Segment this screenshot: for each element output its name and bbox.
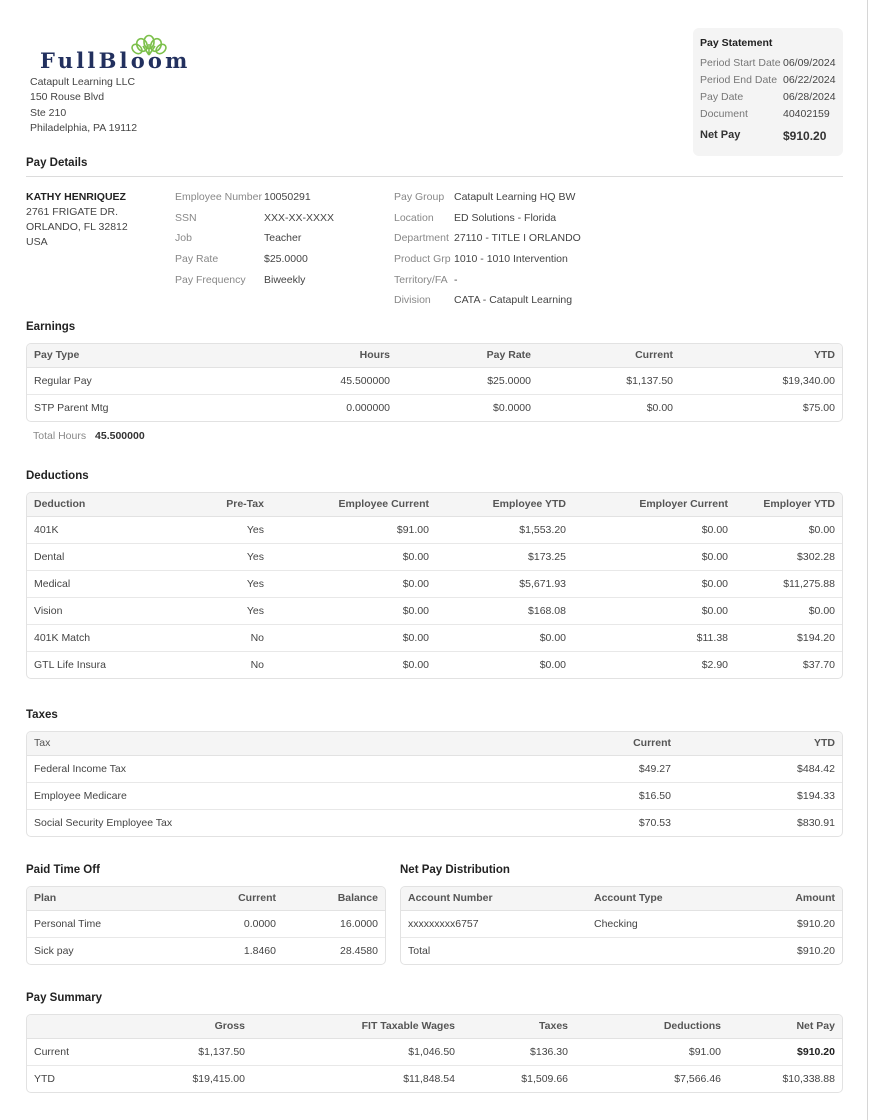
- cell-pre-tax: Yes: [167, 570, 271, 597]
- col-hours: Hours: [192, 344, 397, 367]
- cell-current: 0.0000: [177, 910, 283, 937]
- col-gross: Gross: [127, 1015, 252, 1038]
- cell-employer-ytd: $11,275.88: [735, 570, 842, 597]
- table-row: [401, 910, 842, 937]
- job-value: Teacher: [264, 232, 302, 245]
- cell-balance: 16.0000: [283, 910, 385, 937]
- pay-statement-title: Pay Statement: [700, 37, 773, 49]
- cell-employee-current: $0.00: [271, 597, 436, 624]
- cell-pay-type: Regular Pay: [27, 367, 192, 394]
- organization-info: [394, 190, 581, 314]
- cell-gross: $1,137.50: [127, 1038, 252, 1065]
- cell-deduction: Medical: [27, 570, 167, 597]
- table-row: [27, 570, 842, 597]
- deductions-header-row: [27, 493, 842, 516]
- pay-frequency-row: [175, 273, 334, 294]
- cell-current: $0.00: [646, 401, 673, 414]
- col-pre-tax: Pre-Tax: [167, 493, 271, 516]
- table-row: [27, 394, 842, 421]
- cell-ytd: $830.91: [797, 816, 835, 829]
- employee-name: KATHY HENRIQUEZ: [26, 191, 126, 203]
- col-employer-current: Employer Current: [573, 493, 735, 516]
- cell-current: $16.50: [507, 782, 678, 809]
- cell-current: 1.8460: [243, 944, 276, 957]
- cell-current: $70.53: [638, 816, 671, 829]
- cell-plan: Sick pay: [34, 944, 74, 957]
- pay-frequency-value: Biweekly: [264, 273, 306, 286]
- cell-employer-ytd: $194.20: [735, 624, 842, 651]
- cell-employer-current: $0.00: [573, 570, 735, 597]
- cell-employer-ytd: $37.70: [802, 658, 835, 671]
- document-row: [700, 106, 836, 123]
- total-hours-label: Total Hours: [33, 430, 87, 442]
- pay-rate-row: [175, 252, 334, 273]
- col-tax: Tax: [27, 732, 507, 755]
- col-plan: Plan: [27, 887, 177, 910]
- cell-employer-current: $0.00: [573, 543, 735, 570]
- col-employer-ytd: Employer YTD: [735, 493, 842, 516]
- earnings-table: [26, 343, 843, 422]
- cell-deduction: Dental: [27, 543, 167, 570]
- pto-header-row: [27, 887, 385, 910]
- col-pay-rate: Pay Rate: [397, 344, 538, 367]
- pay-group-label: Pay Group: [394, 191, 445, 203]
- cell-period: Current: [27, 1038, 127, 1065]
- cell-employer-current: $11.38: [573, 624, 735, 651]
- period-end-row: [700, 72, 836, 89]
- ssn-label: SSN: [175, 211, 197, 224]
- logo-wordmark: FullBloom: [40, 48, 191, 73]
- cell-employee-current: $0.00: [271, 624, 436, 651]
- earnings-title: Earnings: [26, 321, 76, 333]
- net-pay-row: [700, 129, 836, 143]
- ssn-row: [175, 211, 334, 232]
- cell-net-pay: $10,338.88: [782, 1072, 835, 1085]
- job-label: Job: [175, 232, 192, 245]
- cell-deductions: $7,566.46: [674, 1072, 721, 1085]
- cell-total-label: Total: [408, 944, 431, 957]
- pay-details-title: Pay Details: [26, 157, 88, 169]
- department-row: [394, 231, 581, 252]
- company-address-line2: Ste 210: [30, 106, 67, 119]
- cell-net-pay: $910.20: [728, 1038, 842, 1065]
- cell-total-amount: $910.20: [797, 944, 835, 957]
- table-row: [27, 1065, 842, 1092]
- cell-gross: $19,415.00: [192, 1072, 245, 1085]
- cell-ytd: $484.42: [678, 755, 842, 782]
- document-label: Document: [700, 108, 748, 120]
- pay-date-value: 06/28/2024: [783, 91, 836, 103]
- pay-details-divider: [26, 176, 843, 177]
- cell-employee-current: $0.00: [402, 658, 429, 671]
- total-hours: [33, 430, 145, 442]
- cell-pre-tax: No: [250, 658, 264, 671]
- cell-employee-ytd: $168.08: [436, 597, 573, 624]
- pay-summary-title: Pay Summary: [26, 992, 103, 1004]
- table-row: [27, 809, 842, 836]
- department-label: Department: [394, 232, 449, 245]
- cell-ytd: $194.33: [678, 782, 842, 809]
- cell-pay-type: STP Parent Mtg: [34, 401, 109, 414]
- cell-plan: Personal Time: [27, 910, 177, 937]
- cell-pre-tax: No: [167, 624, 271, 651]
- pay-date-row: [700, 89, 836, 106]
- cell-employee-current: $0.00: [271, 543, 436, 570]
- table-row: [27, 782, 842, 809]
- net-pay-header-row: [401, 887, 842, 910]
- period-start-row: [700, 55, 836, 72]
- col-fit-taxable-wages: FIT Taxable Wages: [252, 1015, 462, 1038]
- pay-summary-table: [26, 1014, 843, 1093]
- cell-deduction: 401K Match: [27, 624, 167, 651]
- cell-taxes: $136.30: [462, 1038, 575, 1065]
- deductions-title: Deductions: [26, 470, 89, 482]
- cell-account-type: [587, 937, 747, 964]
- employee-address: [26, 190, 128, 250]
- page-edge-scrollbar[interactable]: [867, 0, 868, 1120]
- col-ytd: YTD: [680, 344, 842, 367]
- cell-employee-current: $0.00: [271, 570, 436, 597]
- cell-employee-ytd: $5,671.93: [436, 570, 573, 597]
- cell-deduction: GTL Life Insura: [34, 658, 106, 671]
- cell-employer-ytd: $0.00: [735, 597, 842, 624]
- net-pay-label: Net Pay: [700, 129, 741, 141]
- ssn-value: XXX-XX-XXXX: [264, 211, 335, 224]
- cell-pay-rate: $25.0000: [397, 367, 538, 394]
- table-row: [27, 755, 842, 782]
- employee-number-label: Employee Number: [175, 191, 262, 203]
- pay-rate-label: Pay Rate: [175, 253, 219, 266]
- pto-title: Paid Time Off: [26, 864, 100, 876]
- cell-employee-current: $91.00: [271, 516, 436, 543]
- pay-statement-summary: [693, 28, 843, 156]
- territory-row: [394, 273, 581, 294]
- table-row: [401, 937, 842, 964]
- employee-number-value: 10050291: [264, 191, 311, 203]
- cell-ytd: $75.00: [802, 401, 835, 414]
- pay-date-label: Pay Date: [700, 91, 744, 103]
- net-pay-distribution-title: Net Pay Distribution: [400, 864, 510, 876]
- table-row: [27, 1038, 842, 1065]
- employee-country: USA: [26, 236, 48, 248]
- deductions-table: [26, 492, 843, 679]
- cell-employer-current: $0.00: [573, 516, 735, 543]
- cell-employer-ytd: $302.28: [735, 543, 842, 570]
- cell-current: $49.27: [507, 755, 678, 782]
- col-net-pay: Net Pay: [728, 1015, 842, 1038]
- col-amount: Amount: [747, 887, 842, 910]
- job-row: [175, 231, 334, 252]
- product-grp-value: 1010 - 1010 Intervention: [454, 253, 568, 266]
- employee-address-line1: 2761 FRIGATE DR.: [26, 206, 118, 218]
- table-row: [27, 651, 842, 678]
- territory-label: Territory/FA: [394, 273, 448, 286]
- cell-employee-ytd: $0.00: [539, 658, 566, 671]
- table-row: [27, 543, 842, 570]
- table-row: [27, 624, 842, 651]
- cell-period: YTD: [34, 1072, 55, 1085]
- col-deductions: Deductions: [575, 1015, 728, 1038]
- division-label: Division: [394, 294, 431, 307]
- col-account-type: Account Type: [587, 887, 747, 910]
- net-pay-distribution-table: [400, 886, 843, 965]
- col-current: Current: [507, 732, 678, 755]
- location-value: ED Solutions - Florida: [454, 211, 557, 224]
- col-pay-type: Pay Type: [27, 344, 192, 367]
- product-grp-label: Product Grp: [394, 253, 451, 266]
- period-end-value: 06/22/2024: [783, 74, 836, 86]
- location-row: [394, 211, 581, 232]
- net-pay-value: $910.20: [783, 129, 827, 143]
- taxes-header-row: [27, 732, 842, 755]
- col-account-number: Account Number: [401, 887, 587, 910]
- table-row: [27, 910, 385, 937]
- cell-fit-taxable-wages: $1,046.50: [252, 1038, 462, 1065]
- document-value: 40402159: [783, 108, 830, 120]
- period-start-label: Period Start Date: [700, 57, 781, 69]
- table-row: [27, 937, 385, 964]
- pay-group-row: [394, 190, 581, 211]
- cell-deduction: 401K: [27, 516, 167, 543]
- pay-summary-header-row: [27, 1015, 842, 1038]
- company-name: Catapult Learning LLC: [30, 76, 136, 88]
- fullbloom-logo: [38, 34, 198, 74]
- cell-employer-ytd: $0.00: [735, 516, 842, 543]
- pay-frequency-label: Pay Frequency: [175, 273, 246, 286]
- product-grp-row: [394, 252, 581, 273]
- col-balance: Balance: [283, 887, 385, 910]
- period-start-value: 06/09/2024: [783, 57, 836, 69]
- cell-pre-tax: Yes: [167, 543, 271, 570]
- col-deduction: Deduction: [27, 493, 167, 516]
- employee-number-row: [175, 190, 334, 211]
- company-city-state-zip: Philadelphia, PA 19112: [30, 121, 138, 134]
- cell-account-type: Checking: [587, 910, 747, 937]
- cell-deduction: Vision: [27, 597, 167, 624]
- pay-group-value: Catapult Learning HQ BW: [454, 191, 576, 203]
- company-address-line1: 150 Rouse Blvd: [30, 91, 105, 104]
- cell-fit-taxable-wages: $11,848.54: [403, 1072, 455, 1085]
- division-row: [394, 293, 581, 314]
- employee-city-state-zip: ORLANDO, FL 32812: [26, 221, 128, 233]
- pay-rate-value: $25.0000: [264, 253, 308, 266]
- col-taxes: Taxes: [462, 1015, 575, 1038]
- cell-pay-rate: $0.0000: [493, 401, 531, 414]
- cell-deductions: $91.00: [575, 1038, 728, 1065]
- cell-hours: 45.500000: [192, 367, 397, 394]
- cell-employer-current: $2.90: [701, 658, 728, 671]
- table-row: [27, 516, 842, 543]
- cell-pre-tax: Yes: [167, 597, 271, 624]
- col-current: Current: [538, 344, 680, 367]
- taxes-table: [26, 731, 843, 837]
- department-value: 27110 - TITLE I ORLANDO: [454, 232, 581, 245]
- table-row: [27, 367, 842, 394]
- territory-value: -: [454, 273, 458, 286]
- location-label: Location: [394, 211, 434, 224]
- taxes-title: Taxes: [26, 709, 58, 721]
- cell-tax: Federal Income Tax: [27, 755, 507, 782]
- cell-employee-ytd: $173.25: [436, 543, 573, 570]
- table-row: [27, 597, 842, 624]
- employee-info: [175, 190, 334, 293]
- col-employee-ytd: Employee YTD: [436, 493, 573, 516]
- cell-employee-ytd: $1,553.20: [436, 516, 573, 543]
- company-address: [30, 75, 137, 136]
- division-value: CATA - Catapult Learning: [454, 294, 573, 307]
- cell-balance: 28.4580: [340, 944, 378, 957]
- cell-employee-ytd: $0.00: [436, 624, 573, 651]
- col-current: Current: [177, 887, 283, 910]
- pto-table: [26, 886, 386, 965]
- cell-pre-tax: Yes: [167, 516, 271, 543]
- col-employee-current: Employee Current: [271, 493, 436, 516]
- col-period: [27, 1015, 127, 1038]
- cell-tax: Social Security Employee Tax: [34, 816, 173, 829]
- cell-hours: 0.000000: [346, 401, 390, 414]
- total-hours-value: 45.500000: [95, 430, 145, 442]
- earnings-header-row: [27, 344, 842, 367]
- cell-amount: $910.20: [747, 910, 842, 937]
- col-ytd: YTD: [678, 732, 842, 755]
- cell-employer-current: $0.00: [573, 597, 735, 624]
- cell-ytd: $19,340.00: [680, 367, 842, 394]
- cell-taxes: $1,509.66: [521, 1072, 568, 1085]
- period-end-label: Period End Date: [700, 74, 778, 86]
- cell-current: $1,137.50: [538, 367, 680, 394]
- cell-tax: Employee Medicare: [27, 782, 507, 809]
- cell-account-number: xxxxxxxxx6757: [401, 910, 587, 937]
